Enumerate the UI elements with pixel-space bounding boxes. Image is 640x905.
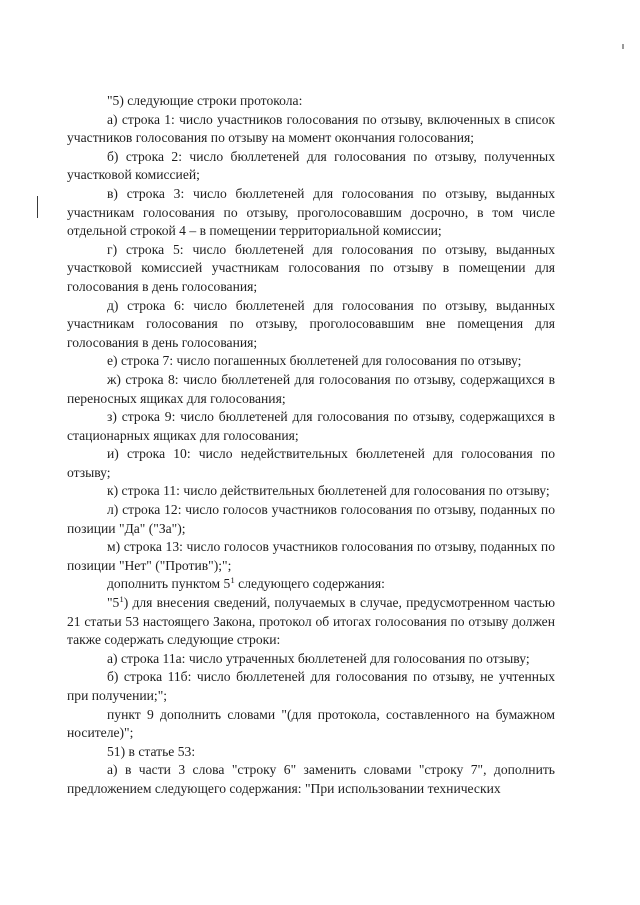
paragraph-row-1: а) строка 1: число участников голосования по отзыву, включенных в список участников голосования по отзыву на момент окончания голосования; <box>67 111 555 146</box>
paragraph-row-11a: а) строка 11а: число утраченных бюллетеней для голосования по отзыву; <box>107 650 530 666</box>
paragraph-row-6: д) строка 6: число бюллетеней для голосования по отзыву, выданных участникам голосования по отзыву, проголосовавшим вне помещения для голосования в день голосования; <box>67 297 555 350</box>
paragraph-row-12: л) строка 12: число голосов участников голосования по отзыву, поданных по позиции "Да" ("За"); <box>67 502 555 536</box>
paragraph-supplement-intro <box>67 575 555 594</box>
supplement-intro-text: дополнить пунктом 5 <box>107 576 231 592</box>
paragraph-row-11: к) строка 11: число действительных бюллетеней для голосования по отзыву; <box>107 483 550 499</box>
document-text <box>67 92 555 799</box>
paragraph-row-9: з) строка 9: число бюллетеней для голосования по отзыву, содержащихся в стационарных ящиках для голосования; <box>67 409 555 443</box>
paragraph-row-2: б) строка 2: число бюллетеней для голосования по отзыву, полученных участковой комиссией; <box>67 148 555 183</box>
superscript-1: 1 <box>119 594 124 605</box>
scan-speck <box>622 44 624 49</box>
paragraph-article-53: 51) в статье 53: <box>107 743 196 759</box>
superscript-1: 1 <box>230 575 235 586</box>
paragraph-row-13: м) строка 13: число голосов участников голосования по отзыву, поданных по позиции "Нет" ("Против");"; <box>67 539 555 573</box>
paragraph-item-5-intro: "5) следующие строки протокола: <box>107 93 303 108</box>
item-5-1-number: "5 <box>107 595 120 611</box>
paragraph-row-11b: б) строка 11б: число бюллетеней для голосования по отзыву, не учтенных при получении;"; <box>67 669 555 703</box>
paragraph-part-3: а) в части 3 слова "строку 6" заменить словами "строку 7", дополнить предложением следующего содержания: "При использовании технических <box>67 762 555 796</box>
paragraph-row-10: и) строка 10: число недействительных бюллетеней для голосования по отзыву; <box>67 446 555 480</box>
paragraph-row-7: е) строка 7: число погашенных бюллетеней для голосования по отзыву; <box>107 353 522 369</box>
paragraph-row-8: ж) строка 8: число бюллетеней для голосования по отзыву, содержащихся в переносных ящиках для голосования; <box>67 371 555 406</box>
paragraph-item-5-1 <box>67 594 555 650</box>
paragraph-row-5: г) строка 5: число бюллетеней для голосования по отзыву, выданных участковой комиссией участникам голосования по отзыву в помещении для голосования в день голосования; <box>67 241 555 294</box>
margin-mark <box>37 196 38 218</box>
paragraph-row-3-4: в) строка 3: число бюллетеней для голосования по отзыву, выданных участникам голосования по отзыву, проголосовавшим досрочно, в том числе отдельной строкой 4 – в помещении территориальной комиссии; <box>67 185 555 239</box>
paragraph-item-9: пункт 9 дополнить словами "(для протокола, составленного на бумажном носителе)"; <box>67 706 555 741</box>
supplement-intro-tail: следующего содержания: <box>234 576 385 592</box>
item-5-1-text: ) для внесения сведений, получаемых в случае, предусмотренном частью 21 статьи 53 настоящего Закона, протокол об итогах голосования по отзыву должен также содержать следующие строки: <box>67 595 555 648</box>
